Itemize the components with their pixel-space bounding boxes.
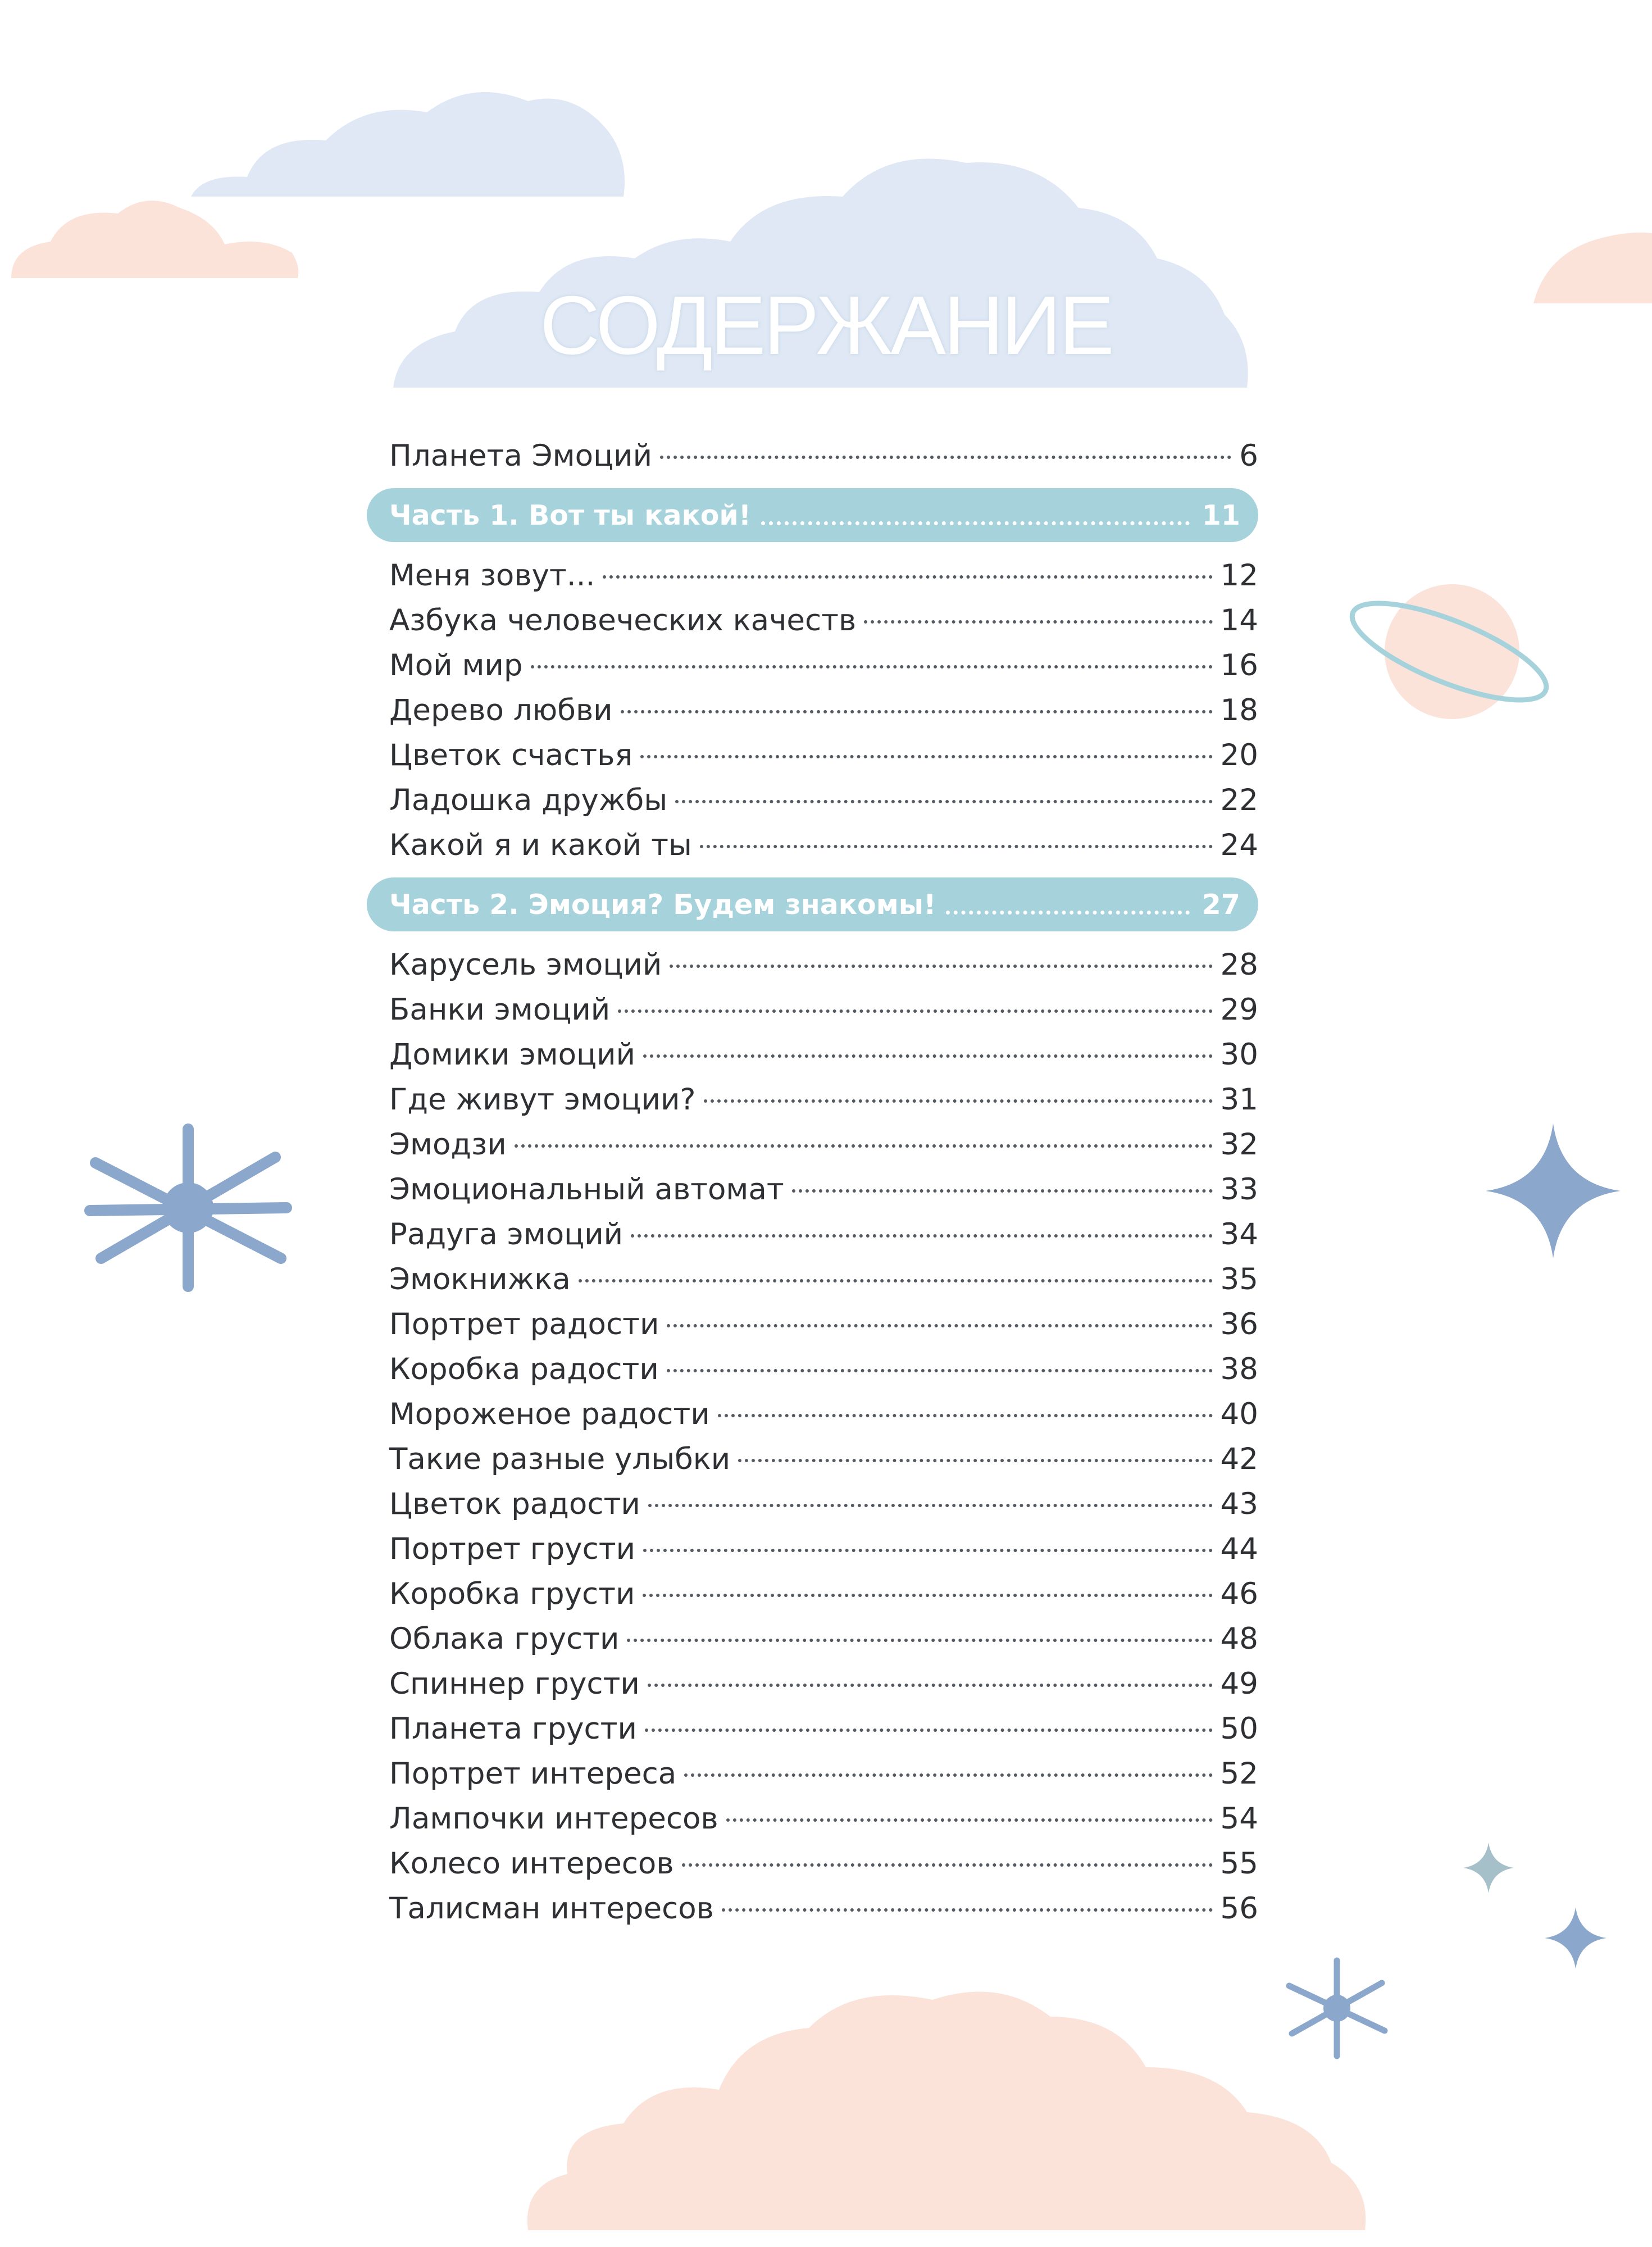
toc-entry-label: Эмоциональный автомат — [389, 1172, 784, 1207]
dot-leader — [738, 1459, 1212, 1462]
toc-entry[interactable] — [389, 553, 1258, 598]
toc-entry-page: 48 — [1220, 1622, 1258, 1656]
toc-entry-label: Эмокнижка — [389, 1262, 571, 1297]
toc-entry[interactable] — [389, 1752, 1258, 1796]
part-2-items — [389, 943, 1258, 1931]
toc-entry-label: Облака грусти — [389, 1622, 620, 1656]
toc-entry-label: Где живут эмоции? — [389, 1082, 696, 1117]
toc-entry-label: Цветок радости — [389, 1487, 640, 1521]
toc-entry[interactable] — [389, 988, 1258, 1032]
toc-entry-page: 34 — [1220, 1217, 1258, 1252]
part-1-items — [389, 553, 1258, 868]
dot-leader — [675, 800, 1212, 803]
toc-entry-page: 49 — [1220, 1667, 1258, 1701]
toc-entry-label: Банки эмоций — [389, 993, 611, 1027]
toc-entry-label: Портрет интереса — [389, 1757, 677, 1791]
toc-entry[interactable] — [389, 598, 1258, 643]
toc-entry[interactable] — [389, 1482, 1258, 1527]
dot-leader — [660, 456, 1231, 459]
toc-entry-page: 22 — [1220, 783, 1258, 817]
toc-entry[interactable] — [389, 1662, 1258, 1707]
toc-entry[interactable] — [389, 1257, 1258, 1302]
star-burst-icon — [84, 1118, 292, 1298]
toc-entry-page: 54 — [1220, 1802, 1258, 1836]
cloud-small-pink — [0, 169, 303, 292]
toc-entry[interactable] — [389, 688, 1258, 733]
toc-entry-label: Коробка радости — [389, 1352, 659, 1386]
toc-entry-label: Эмодзи — [389, 1127, 507, 1162]
toc-entry-page: 32 — [1220, 1127, 1258, 1162]
toc-entry-page: 55 — [1220, 1846, 1258, 1881]
toc-entry-page: 33 — [1220, 1172, 1258, 1207]
dot-leader — [946, 911, 1189, 915]
toc-entry-label: Такие разные улыбки — [389, 1442, 731, 1476]
dot-leader — [603, 575, 1212, 579]
toc-entry[interactable] — [389, 1527, 1258, 1572]
toc-entry-page: 35 — [1220, 1262, 1258, 1297]
dot-leader — [621, 710, 1213, 713]
dot-leader — [704, 1099, 1213, 1103]
toc-entry-page: 43 — [1220, 1487, 1258, 1521]
toc-entry[interactable] — [389, 1841, 1258, 1886]
toc-entry[interactable] — [389, 823, 1258, 868]
toc-entry-page: 56 — [1220, 1891, 1258, 1926]
toc-entry-label: Колесо интересов — [389, 1846, 674, 1881]
dot-leader — [579, 1279, 1213, 1282]
toc-entry-label: Коробка грусти — [389, 1577, 635, 1611]
toc-entry-page: 46 — [1220, 1577, 1258, 1611]
dot-leader — [761, 521, 1190, 525]
toc-entry[interactable] — [389, 1302, 1258, 1347]
dot-leader — [667, 1369, 1213, 1372]
toc-entry-label: Портрет грусти — [389, 1532, 636, 1566]
toc-entry[interactable] — [389, 778, 1258, 823]
dot-leader — [631, 1234, 1212, 1238]
toc-entry-page: 44 — [1220, 1532, 1258, 1566]
toc-entry-label: Планета Эмоций — [389, 439, 653, 473]
toc-entry-label: Планета грусти — [389, 1712, 637, 1746]
part-label: Часть 2. Эмоция? Будем знакомы! — [389, 888, 936, 921]
dot-leader — [627, 1639, 1212, 1642]
toc-entry-page: 12 — [1220, 558, 1258, 593]
part-label: Часть 1. Вот ты какой! — [389, 499, 752, 531]
toc-entry[interactable] — [389, 1617, 1258, 1662]
part-page: 11 — [1202, 499, 1240, 531]
star-small-icon — [1545, 1907, 1607, 1969]
toc-entry-page: 31 — [1220, 1082, 1258, 1117]
toc-entry-page: 24 — [1220, 828, 1258, 862]
toc-entry-page: 30 — [1220, 1038, 1258, 1072]
dot-leader — [531, 665, 1213, 668]
dot-leader — [682, 1863, 1213, 1867]
dot-leader — [643, 1594, 1212, 1597]
dot-leader — [643, 1549, 1212, 1552]
page-title: СОДЕРЖАНИЕ — [540, 279, 1112, 372]
toc-entry-page: 38 — [1220, 1352, 1258, 1386]
toc-entry-page: 29 — [1220, 993, 1258, 1027]
part-2-heading[interactable] — [367, 877, 1258, 931]
toc-entry-label: Карусель эмоций — [389, 948, 662, 982]
dot-leader — [700, 845, 1213, 848]
dot-leader — [648, 1684, 1213, 1687]
toc-entry-page: 40 — [1220, 1397, 1258, 1431]
toc-entry[interactable] — [389, 1437, 1258, 1482]
dot-leader — [648, 1504, 1213, 1507]
toc-entry-label: Радуга эмоций — [389, 1217, 624, 1252]
planet-icon — [1337, 573, 1562, 742]
dot-leader — [684, 1773, 1212, 1777]
toc-entry-page: 16 — [1220, 648, 1258, 683]
toc-entry-page: 36 — [1220, 1307, 1258, 1341]
dot-leader — [667, 1324, 1212, 1327]
toc-entry-label: Меня зовут... — [389, 558, 595, 593]
toc-entry-label: Мой мир — [389, 648, 523, 683]
dot-leader — [718, 1414, 1213, 1417]
toc-entry[interactable] — [389, 733, 1258, 778]
toc-entry-page: 28 — [1220, 948, 1258, 982]
toc-entry-page: 14 — [1220, 603, 1258, 638]
toc-entry-label: Лампочки интересов — [389, 1802, 718, 1836]
star-four-point-icon — [1486, 1124, 1621, 1258]
toc-entry[interactable] — [389, 1077, 1258, 1122]
star-small-icon — [1463, 1843, 1514, 1893]
dot-leader — [792, 1189, 1213, 1193]
dot-leader — [864, 620, 1212, 624]
toc-entry-page: 18 — [1220, 693, 1258, 727]
toc-entry-page: 20 — [1220, 738, 1258, 772]
toc-entry[interactable] — [389, 1707, 1258, 1752]
toc-entry-label: Ладошка дружбы — [389, 783, 668, 817]
cloud-bottom-pink — [517, 1949, 1376, 2241]
part-1-heading[interactable] — [367, 488, 1258, 542]
toc-entry-label: Талисман интересов — [389, 1891, 714, 1926]
toc-entry[interactable] — [389, 1167, 1258, 1212]
toc-entry-page: 42 — [1220, 1442, 1258, 1476]
toc-entry-label: Домики эмоций — [389, 1038, 636, 1072]
dot-leader — [670, 965, 1212, 968]
toc-entry-label: Мороженое радости — [389, 1397, 710, 1431]
star-burst-small-icon — [1281, 1955, 1393, 2062]
toc-entry-page: 52 — [1220, 1757, 1258, 1791]
toc-entry[interactable] — [389, 643, 1258, 688]
toc-entry[interactable] — [389, 1886, 1258, 1931]
dot-leader — [640, 755, 1212, 758]
toc-entry[interactable] — [389, 1212, 1258, 1257]
toc-entry[interactable] — [389, 1572, 1258, 1617]
dot-leader — [643, 1054, 1213, 1058]
toc-entry[interactable] — [389, 1032, 1258, 1077]
dot-leader — [515, 1144, 1213, 1148]
toc-entry-label: Дерево любви — [389, 693, 613, 727]
toc-entry[interactable] — [389, 1796, 1258, 1841]
toc-entry[interactable] — [389, 943, 1258, 988]
dot-leader — [645, 1729, 1213, 1732]
toc-entry[interactable] — [389, 1122, 1258, 1167]
toc-entry-label: Какой я и какой ты — [389, 828, 692, 862]
toc-entry-page: 50 — [1220, 1712, 1258, 1746]
dot-leader — [618, 1009, 1212, 1013]
toc-entry-intro[interactable] — [389, 434, 1258, 479]
toc-entry-label: Портрет радости — [389, 1307, 659, 1341]
table-of-contents — [389, 434, 1258, 1931]
dot-leader — [726, 1818, 1213, 1822]
toc-entry-label: Азбука человеческих качеств — [389, 603, 857, 638]
toc-entry-label: Цветок счастья — [389, 738, 633, 772]
toc-entry[interactable] — [389, 1392, 1258, 1437]
dot-leader — [722, 1908, 1213, 1912]
toc-entry[interactable] — [389, 1347, 1258, 1392]
part-page: 27 — [1202, 888, 1240, 921]
toc-entry-label: Спиннер грусти — [389, 1667, 640, 1701]
toc-entry-page: 6 — [1239, 439, 1258, 473]
